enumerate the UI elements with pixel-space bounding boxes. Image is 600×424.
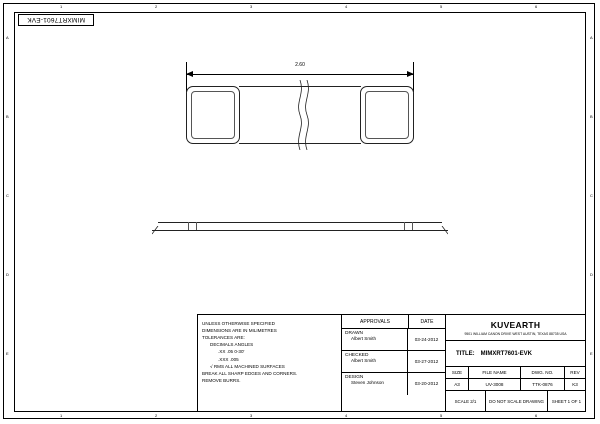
notes-line-2: DIMENSIONS ARE IN MILIMETRES (202, 328, 277, 334)
general-notes (198, 315, 342, 411)
approvals-role-drawn: DRAWN (345, 331, 363, 336)
approvals-header-row (342, 315, 445, 329)
side-view-right-chamfer (441, 222, 448, 231)
zone-label-left-a: A (6, 35, 9, 40)
zone-label-bottom-6: 6 (535, 413, 538, 418)
zone-label-bottom-2: 2 (155, 413, 158, 418)
zone-label-left-d: D (6, 272, 9, 277)
meta-value-row (446, 379, 585, 391)
approvals-role-checked: CHECKED (345, 353, 369, 359)
pad-left (186, 86, 240, 144)
meta-header-rev: REV (570, 370, 580, 375)
pad-right-inner-outline (365, 91, 409, 139)
company-address: 9501 WILLIAM CANON DRIVE WEST AUSTIN, TEXAS 88735 USA (464, 331, 567, 336)
zone-label-right-e: E (590, 351, 593, 356)
zone-label-bottom-4: 4 (345, 413, 348, 418)
notes-line-3: TOLERANCES ARE: (202, 335, 245, 341)
dimension-arrow-left (186, 71, 193, 77)
approvals-date-drawn: 03-24-2012 (414, 337, 439, 343)
zone-label-top-6: 6 (535, 4, 538, 9)
zone-label-right-b: B (590, 114, 593, 119)
approvals-date-design: 03-20-2012 (414, 381, 439, 387)
title-block-right-column (446, 315, 585, 411)
approvals-person-drawn: Albert Smith (351, 336, 377, 341)
side-view-tick-2 (196, 222, 197, 230)
zone-label-left-e: E (6, 351, 9, 356)
zone-label-right-a: A (590, 35, 593, 40)
dimension-value-label: 2.60 (295, 62, 305, 68)
meta-value-rev: K3 (572, 382, 578, 387)
pad-right (360, 86, 414, 144)
meta-header-row (446, 367, 585, 379)
company-block (446, 315, 585, 341)
title-block-footer-row (446, 391, 585, 411)
scale-value: SCALE 2/1 (446, 391, 486, 411)
side-view-tick-4 (412, 222, 413, 230)
zone-label-bottom-3: 3 (250, 413, 253, 418)
side-view-left-chamfer (152, 222, 159, 231)
approvals-role-design: DESIGN (345, 375, 364, 381)
company-name: KUVEARTH (490, 319, 541, 330)
approvals-table (342, 315, 446, 411)
surface-finish-note (202, 363, 337, 370)
zone-label-right-d: D (590, 272, 593, 277)
notes-line-6: .XXX .005 (218, 356, 239, 362)
approvals-row-drawn (342, 329, 445, 351)
approvals-person-design: Steven Johnson (351, 380, 384, 386)
date-header-label: DATE (420, 318, 434, 325)
title-block (197, 314, 586, 412)
approvals-row-design (342, 373, 445, 394)
notes-line-7: RMS ALL MACHINED SURFACES (213, 363, 285, 369)
notes-line-1: UNLESS OTHERWISE SPECIFIED (202, 321, 275, 326)
notes-line-5: .XX .05 0-30' (218, 349, 245, 355)
zone-label-left-b: B (6, 114, 9, 119)
zone-label-bottom-1: 1 (60, 413, 63, 418)
do-not-scale-note: DO NOT SCALE DRAWING (486, 391, 548, 411)
approvals-header-label: APPROVALS (342, 315, 409, 328)
dimension-arrow-right (407, 71, 414, 77)
approvals-date-checked: 03-27-2012 (414, 359, 439, 365)
zone-label-top-5: 5 (440, 4, 443, 9)
zone-label-top-2: 2 (155, 4, 158, 9)
surface-finish-icon: √ (210, 363, 213, 369)
side-view-bottom-edge (152, 230, 448, 231)
zone-label-left-c: C (6, 193, 9, 198)
notes-line-9: REMOVE BURRS. (202, 377, 241, 383)
meta-header-file-name: FILE NAME (469, 367, 521, 378)
approvals-person-checked: Albert Smith (351, 358, 377, 364)
overall-length-dimension (186, 62, 414, 80)
meta-value-file-name: UV-3008 (469, 379, 521, 390)
notes-line-4: DECIMALS ANGLES (210, 342, 254, 348)
drawing-title-value: MIMXRT7601-EVK (480, 350, 533, 357)
meta-header-dwg-no: DWG. NO. (521, 367, 565, 378)
meta-value-dwg-no: TTK-0876 (521, 379, 565, 390)
zone-label-top-3: 3 (250, 4, 253, 9)
part-number-corner-label: MIMXRT7601-EVK (18, 14, 94, 26)
notes-line-8: BREAK ALL SHARP EDGES AND CORNERS. (202, 370, 298, 376)
side-view-top-edge (158, 222, 442, 223)
side-view-tick-3 (404, 222, 405, 230)
zone-label-top-1: 1 (60, 4, 63, 9)
meta-value-size: A3 (446, 379, 469, 390)
zone-label-right-c: C (590, 193, 593, 198)
zone-label-bottom-5: 5 (440, 413, 443, 418)
part-top-view (186, 86, 414, 144)
pad-left-inner-outline (191, 91, 235, 139)
zone-label-top-4: 4 (345, 4, 348, 9)
drawing-title-label: TITLE: (456, 350, 475, 357)
dimension-line (186, 74, 414, 75)
sheet-number: SHEET 1 OF 1 (551, 398, 582, 404)
break-symbol (292, 80, 314, 150)
drawing-title-row (446, 341, 585, 367)
approvals-row-checked (342, 351, 445, 373)
part-side-view (152, 222, 448, 234)
side-view-tick-1 (188, 222, 189, 230)
meta-header-size: SIZE (446, 367, 469, 378)
